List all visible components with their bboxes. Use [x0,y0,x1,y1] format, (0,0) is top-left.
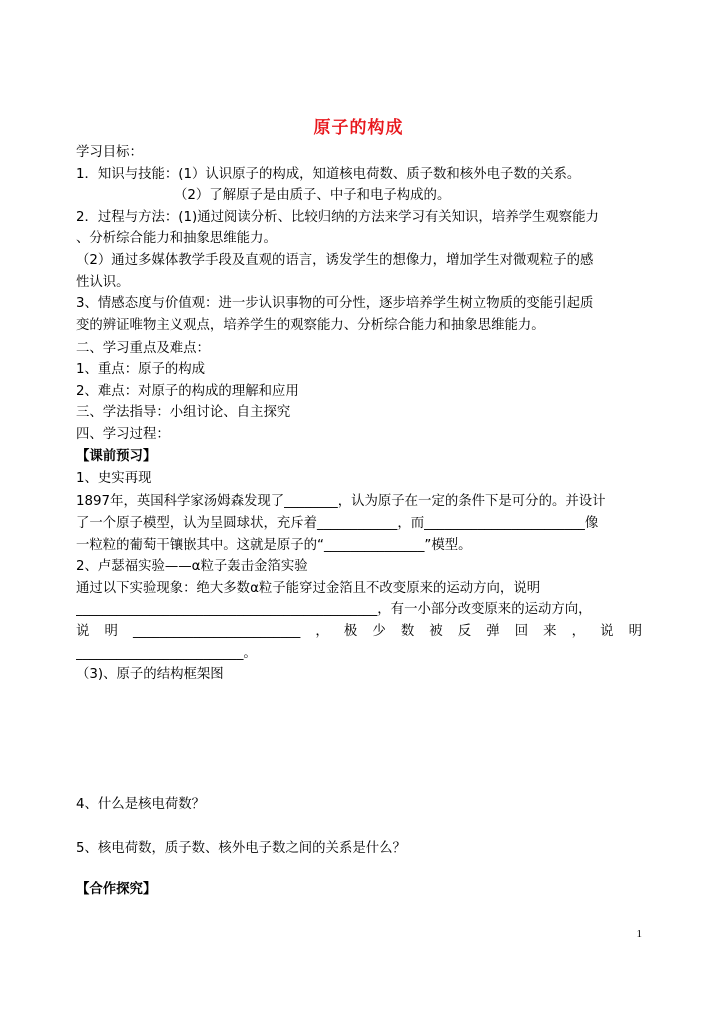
text-line: 通过以下实验现象：绝大多数α粒子能穿过金箔且不改变原来的运动方向，说明 [76,581,541,596]
subsection-heading: 【课前预习】 [76,449,157,464]
question-line: 5、核电荷数，质子数、核外电子数之间的关系是什么？ [76,841,406,856]
text-line: _________________________。 [76,646,257,661]
text-line: 1、重点：原子的构成 [76,362,206,377]
text-token: ， [315,624,329,639]
text-token: 被 [429,624,443,639]
text-line: _____________________________________________，有一小部分改变原来的运动方向， [76,602,592,617]
text-line: 2、难点：对原子的构成的理解和应用 [76,384,299,399]
text-token: 说 [76,624,90,639]
text-token: ， [571,624,586,639]
text-line: 学习目标： [76,145,143,160]
text-line: 1897年，英国科学家汤姆森发现了________，认为原子在一定的条件下是可分的。并设计 [76,494,606,509]
text-line: 一粒粒的葡萄干镶嵌其中。这就是原子的“_______________”模型。 [76,538,472,553]
text-token: 极 [343,624,358,639]
section-heading: 三、学法指导：小组讨论、自主探究 [76,405,291,420]
justified-line [76,622,642,642]
text-token: 说 [600,624,614,639]
text-token: 少 [372,624,386,639]
text-line: 了一个原子模型，认为呈圆球状，充斥着____________，而________________________像 [76,516,599,531]
section-heading: 二、学习重点及难点： [76,341,210,356]
text-line: 1．知识与技能：(1）认识原子的构成，知道核电荷数、质子数和核外电子数的关系。 [76,167,581,182]
text-line: 、分析综合能力和抽象思维能力。 [76,231,277,246]
page-number: 1 [636,928,642,940]
text-token: 回 [514,624,529,639]
question-line: 4、什么是核电荷数？ [76,797,206,812]
text-token: 数 [400,624,415,639]
text-line: 2．过程与方法：(1)通过阅读分析、比较归纳的方法来学习有关知识，培养学生观察能力 [76,210,599,225]
text-line: 性认识。 [76,275,130,290]
section-heading: 四、学习过程： [76,427,170,442]
text-line: 2、卢瑟福实验——α粒子轰击金箔实验 [76,559,308,574]
text-token: 弹 [486,624,500,639]
text-line: 变的辨证唯物主义观点，培养学生的观察能力、分析综合能力和抽象思维能力。 [76,318,545,333]
text-line: （3)、原子的结构框架图 [76,667,224,682]
text-line: 1、史实再现 [76,471,152,486]
text-token: 反 [457,624,472,639]
text-token: 明 [628,624,642,639]
text-line: 3、情感态度与价值观：进一步认识事物的可分性，逐步培养学生树立物质的变能引起质 [76,296,594,311]
text-line: （2）通过多媒体教学手段及直观的语言，诱发学生的想像力，增加学生对微观粒子的感 [76,253,594,268]
text-token: 明 [104,624,118,639]
subsection-heading: 【合作探究】 [76,882,157,897]
page-title: 原子的构成 [313,118,404,138]
text-token: 来 [543,624,557,639]
text-line: （2）了解原子是由质子、中子和电子构成的。 [174,188,451,203]
answer-blank: _________________________ [132,624,301,639]
